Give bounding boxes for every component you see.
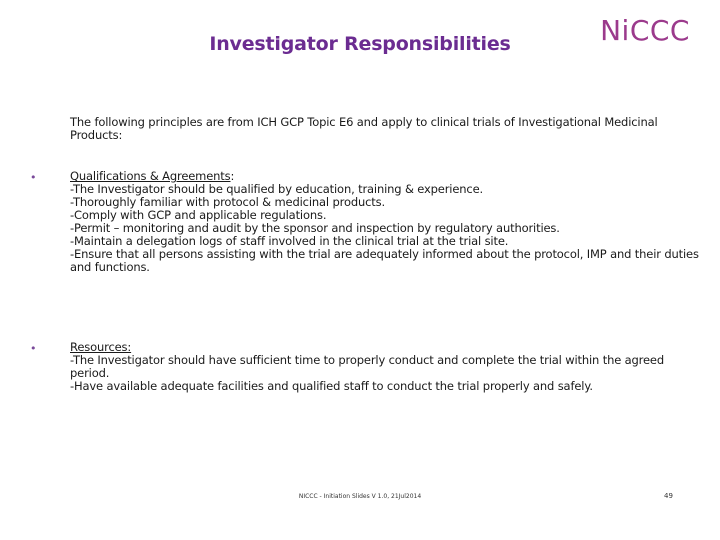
bullet-dot-icon: • bbox=[30, 171, 37, 184]
niccc-logo: NiCCC bbox=[600, 14, 690, 47]
bullet-line: -The Investigator should have sufficient time to properly conduct and complete the trial within the agreed period. bbox=[70, 353, 665, 380]
intro-text: The following principles are from ICH GCP Topic E6 and apply to clinical trials of Investigational Medicinal Products: bbox=[70, 115, 658, 142]
bullet-line: -Maintain a delegation logs of staff involved in the clinical trial at the trial site. bbox=[70, 234, 509, 248]
bullet-line: -The Investigator should be qualified by education, training & experience. bbox=[70, 182, 484, 196]
bullet-line: -Have available adequate facilities and qualified staff to conduct the trial properly and safely. bbox=[70, 379, 593, 393]
bullet-line: -Comply with GCP and applicable regulations. bbox=[70, 208, 327, 222]
bullet-line: -Ensure that all persons assisting with the trial are adequately informed about the protocol, IMP and their duties and functions. bbox=[70, 247, 699, 274]
slide-footer: NICCC - Initiation Slides V 1.0, 21Jul2014 bbox=[298, 493, 422, 500]
bullet-body bbox=[70, 341, 700, 393]
bullet-heading-suffix: : bbox=[230, 169, 235, 183]
page-number: 49 bbox=[664, 492, 673, 500]
bullet-dot-icon: • bbox=[30, 342, 37, 355]
bullet-line: -Permit – monitoring and audit by the sponsor and inspection by regulatory authorities. bbox=[70, 221, 560, 235]
bullet-body bbox=[70, 170, 700, 274]
bullet-heading: Resources: bbox=[70, 340, 132, 354]
slide-title: Investigator Responsibilities bbox=[209, 33, 511, 55]
bullet-heading: Qualifications & Agreements bbox=[70, 169, 231, 183]
bullet-line: -Thoroughly familiar with protocol & medicinal products. bbox=[70, 195, 385, 209]
